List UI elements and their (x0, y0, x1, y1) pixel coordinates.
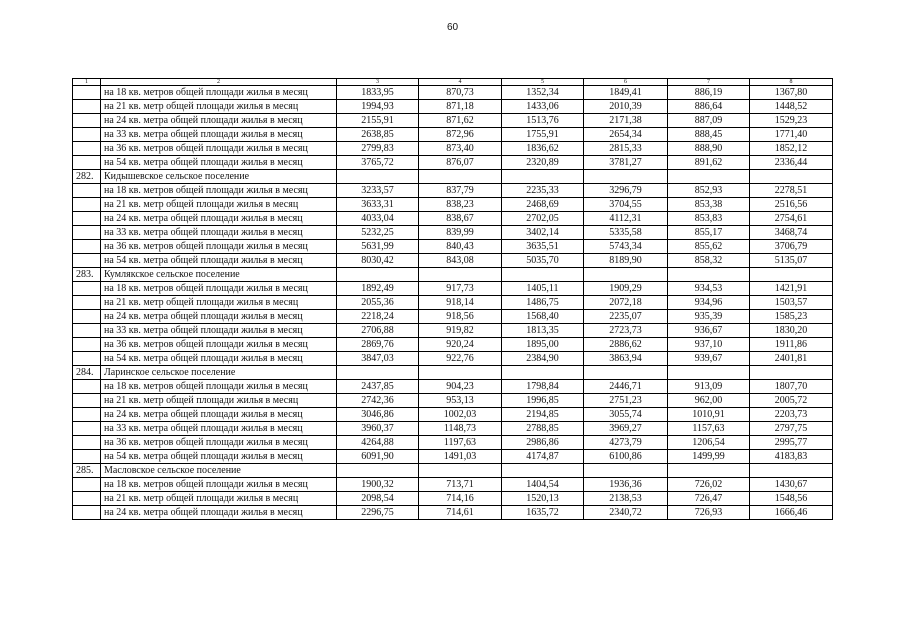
value-cell: 8189,90 (584, 254, 668, 268)
value-cell: 2138,53 (584, 492, 668, 506)
empty-cell (337, 366, 419, 380)
value-cell: 837,79 (419, 184, 502, 198)
value-cell: 1830,20 (750, 324, 833, 338)
value-cell: 870,73 (419, 86, 502, 100)
value-cell: 1666,46 (750, 506, 833, 520)
value-cell: 2401,81 (750, 352, 833, 366)
area-description: на 21 кв. метр общей площади жилья в месяц (101, 296, 337, 310)
value-cell: 1568,40 (502, 310, 584, 324)
value-cell: 1002,03 (419, 408, 502, 422)
empty-cell (337, 464, 419, 478)
value-cell: 3468,74 (750, 226, 833, 240)
value-cell: 2706,88 (337, 324, 419, 338)
column-number-row (73, 79, 833, 86)
value-cell: 962,00 (668, 394, 750, 408)
value-cell: 3635,51 (502, 240, 584, 254)
column-number: 3 (337, 79, 419, 86)
value-cell: 3704,55 (584, 198, 668, 212)
value-cell: 839,99 (419, 226, 502, 240)
value-cell: 5232,25 (337, 226, 419, 240)
value-cell: 2194,85 (502, 408, 584, 422)
settlement-name: Кумлякское сельское поселение (101, 268, 337, 282)
value-cell: 8030,42 (337, 254, 419, 268)
table-row (73, 506, 833, 520)
value-cell: 873,40 (419, 142, 502, 156)
value-cell: 2437,85 (337, 380, 419, 394)
value-cell: 852,93 (668, 184, 750, 198)
value-cell: 853,38 (668, 198, 750, 212)
value-cell: 1352,34 (502, 86, 584, 100)
value-cell: 2446,71 (584, 380, 668, 394)
value-cell: 1491,03 (419, 450, 502, 464)
value-cell: 2010,39 (584, 100, 668, 114)
value-cell: 855,17 (668, 226, 750, 240)
value-cell: 1909,29 (584, 282, 668, 296)
value-cell: 1936,36 (584, 478, 668, 492)
value-cell: 2869,76 (337, 338, 419, 352)
value-cell: 843,08 (419, 254, 502, 268)
value-cell: 1911,86 (750, 338, 833, 352)
value-cell: 1206,54 (668, 436, 750, 450)
value-cell: 1635,72 (502, 506, 584, 520)
settlement-index: 284. (73, 366, 101, 380)
empty-index-cell (73, 282, 101, 296)
table-row (73, 156, 833, 170)
table-row (73, 352, 833, 366)
empty-cell (584, 464, 668, 478)
empty-cell (419, 170, 502, 184)
value-cell: 2384,90 (502, 352, 584, 366)
empty-index-cell (73, 156, 101, 170)
empty-cell (750, 268, 833, 282)
value-cell: 935,39 (668, 310, 750, 324)
table-row (73, 240, 833, 254)
value-cell: 4273,79 (584, 436, 668, 450)
table-row (73, 86, 833, 100)
empty-index-cell (73, 100, 101, 114)
value-cell: 2638,85 (337, 128, 419, 142)
empty-index-cell (73, 212, 101, 226)
empty-index-cell (73, 198, 101, 212)
value-cell: 4183,83 (750, 450, 833, 464)
value-cell: 871,18 (419, 100, 502, 114)
value-cell: 871,62 (419, 114, 502, 128)
value-cell: 1813,35 (502, 324, 584, 338)
empty-cell (502, 366, 584, 380)
value-cell: 1900,32 (337, 478, 419, 492)
value-cell: 2754,61 (750, 212, 833, 226)
value-cell: 1892,49 (337, 282, 419, 296)
table-row (73, 394, 833, 408)
area-description: на 24 кв. метра общей площади жилья в месяц (101, 408, 337, 422)
empty-cell (584, 366, 668, 380)
empty-index-cell (73, 492, 101, 506)
column-number: 5 (502, 79, 584, 86)
settlement-name: Ларинское сельское поселение (101, 366, 337, 380)
value-cell: 939,67 (668, 352, 750, 366)
value-cell: 6100,86 (584, 450, 668, 464)
area-description: на 54 кв. метра общей площади жилья в месяц (101, 156, 337, 170)
empty-cell (668, 366, 750, 380)
empty-cell (419, 268, 502, 282)
empty-index-cell (73, 422, 101, 436)
area-description: на 21 кв. метр общей площади жилья в месяц (101, 198, 337, 212)
tariff-table (72, 78, 833, 520)
value-cell: 714,61 (419, 506, 502, 520)
table-row (73, 380, 833, 394)
value-cell: 2986,86 (502, 436, 584, 450)
empty-cell (502, 268, 584, 282)
empty-index-cell (73, 324, 101, 338)
column-number: 1 (73, 79, 101, 86)
value-cell: 2723,73 (584, 324, 668, 338)
value-cell: 920,24 (419, 338, 502, 352)
value-cell: 919,82 (419, 324, 502, 338)
value-cell: 2468,69 (502, 198, 584, 212)
value-cell: 5035,70 (502, 254, 584, 268)
value-cell: 2815,33 (584, 142, 668, 156)
empty-cell (668, 464, 750, 478)
value-cell: 1585,23 (750, 310, 833, 324)
value-cell: 918,14 (419, 296, 502, 310)
value-cell: 2005,72 (750, 394, 833, 408)
empty-cell (502, 170, 584, 184)
value-cell: 1849,41 (584, 86, 668, 100)
value-cell: 3055,74 (584, 408, 668, 422)
value-cell: 1836,62 (502, 142, 584, 156)
settlement-index: 285. (73, 464, 101, 478)
area-description: на 54 кв. метра общей площади жилья в месяц (101, 352, 337, 366)
area-description: на 24 кв. метра общей площади жилья в месяц (101, 114, 337, 128)
column-number: 7 (668, 79, 750, 86)
area-description: на 36 кв. метров общей площади жилья в месяц (101, 142, 337, 156)
value-cell: 2751,23 (584, 394, 668, 408)
value-cell: 3046,86 (337, 408, 419, 422)
value-cell: 726,02 (668, 478, 750, 492)
value-cell: 934,96 (668, 296, 750, 310)
empty-index-cell (73, 408, 101, 422)
empty-index-cell (73, 114, 101, 128)
value-cell: 5631,99 (337, 240, 419, 254)
value-cell: 3765,72 (337, 156, 419, 170)
empty-index-cell (73, 506, 101, 520)
area-description: на 36 кв. метров общей площади жилья в месяц (101, 240, 337, 254)
value-cell: 1807,70 (750, 380, 833, 394)
value-cell: 6091,90 (337, 450, 419, 464)
value-cell: 4112,31 (584, 212, 668, 226)
area-description: на 54 кв. метра общей площади жилья в месяц (101, 254, 337, 268)
empty-index-cell (73, 436, 101, 450)
column-number: 6 (584, 79, 668, 86)
value-cell: 4264,88 (337, 436, 419, 450)
table-row (73, 436, 833, 450)
area-description: на 24 кв. метра общей площади жилья в месяц (101, 310, 337, 324)
value-cell: 1010,91 (668, 408, 750, 422)
settlement-header-row (73, 170, 833, 184)
settlement-name: Кидышевское сельское поселение (101, 170, 337, 184)
value-cell: 3402,14 (502, 226, 584, 240)
empty-index-cell (73, 128, 101, 142)
table-row (73, 212, 833, 226)
value-cell: 2516,56 (750, 198, 833, 212)
value-cell: 876,07 (419, 156, 502, 170)
value-cell: 1996,85 (502, 394, 584, 408)
area-description: на 33 кв. метра общей площади жилья в месяц (101, 128, 337, 142)
area-description: на 24 кв. метра общей площади жилья в месяц (101, 506, 337, 520)
value-cell: 3863,94 (584, 352, 668, 366)
table-row (73, 450, 833, 464)
empty-cell (668, 268, 750, 282)
value-cell: 726,47 (668, 492, 750, 506)
empty-index-cell (73, 380, 101, 394)
empty-cell (750, 464, 833, 478)
value-cell: 2171,38 (584, 114, 668, 128)
area-description: на 24 кв. метра общей площади жилья в месяц (101, 212, 337, 226)
value-cell: 3847,03 (337, 352, 419, 366)
table-row (73, 142, 833, 156)
table-row (73, 282, 833, 296)
value-cell: 4174,87 (502, 450, 584, 464)
value-cell: 3781,27 (584, 156, 668, 170)
area-description: на 18 кв. метров общей площади жилья в месяц (101, 478, 337, 492)
value-cell: 888,90 (668, 142, 750, 156)
empty-index-cell (73, 450, 101, 464)
value-cell: 1852,12 (750, 142, 833, 156)
table-row (73, 254, 833, 268)
value-cell: 2340,72 (584, 506, 668, 520)
value-cell: 1157,63 (668, 422, 750, 436)
value-cell: 5335,58 (584, 226, 668, 240)
value-cell: 1148,73 (419, 422, 502, 436)
area-description: на 54 кв. метра общей площади жилья в месяц (101, 450, 337, 464)
empty-cell (668, 170, 750, 184)
empty-index-cell (73, 142, 101, 156)
value-cell: 1404,54 (502, 478, 584, 492)
value-cell: 953,13 (419, 394, 502, 408)
value-cell: 918,56 (419, 310, 502, 324)
area-description: на 33 кв. метра общей площади жилья в месяц (101, 422, 337, 436)
value-cell: 1197,63 (419, 436, 502, 450)
area-description: на 18 кв. метров общей площади жилья в месяц (101, 282, 337, 296)
value-cell: 2235,07 (584, 310, 668, 324)
value-cell: 1367,80 (750, 86, 833, 100)
value-cell: 2654,34 (584, 128, 668, 142)
value-cell: 1448,52 (750, 100, 833, 114)
area-description: на 18 кв. метров общей площади жилья в месяц (101, 184, 337, 198)
value-cell: 2155,91 (337, 114, 419, 128)
settlement-index: 283. (73, 268, 101, 282)
value-cell: 3706,79 (750, 240, 833, 254)
table-row (73, 226, 833, 240)
value-cell: 888,45 (668, 128, 750, 142)
empty-cell (419, 366, 502, 380)
area-description: на 36 кв. метров общей площади жилья в месяц (101, 436, 337, 450)
value-cell: 1499,99 (668, 450, 750, 464)
value-cell: 2055,36 (337, 296, 419, 310)
table-row (73, 114, 833, 128)
empty-index-cell (73, 296, 101, 310)
value-cell: 891,62 (668, 156, 750, 170)
value-cell: 3960,37 (337, 422, 419, 436)
value-cell: 2702,05 (502, 212, 584, 226)
value-cell: 2788,85 (502, 422, 584, 436)
settlement-name: Масловское сельское поселение (101, 464, 337, 478)
value-cell: 2995,77 (750, 436, 833, 450)
value-cell: 1520,13 (502, 492, 584, 506)
value-cell: 934,53 (668, 282, 750, 296)
empty-cell (584, 170, 668, 184)
area-description: на 33 кв. метра общей площади жилья в месяц (101, 324, 337, 338)
value-cell: 3296,79 (584, 184, 668, 198)
value-cell: 3969,27 (584, 422, 668, 436)
value-cell: 2072,18 (584, 296, 668, 310)
value-cell: 887,09 (668, 114, 750, 128)
table-row (73, 478, 833, 492)
table-row (73, 198, 833, 212)
empty-cell (337, 268, 419, 282)
value-cell: 858,32 (668, 254, 750, 268)
table-row (73, 128, 833, 142)
area-description: на 33 кв. метра общей площади жилья в месяц (101, 226, 337, 240)
table-row (73, 408, 833, 422)
value-cell: 913,09 (668, 380, 750, 394)
value-cell: 2235,33 (502, 184, 584, 198)
value-cell: 886,19 (668, 86, 750, 100)
column-number: 2 (101, 79, 337, 86)
empty-cell (750, 366, 833, 380)
value-cell: 726,93 (668, 506, 750, 520)
value-cell: 4033,04 (337, 212, 419, 226)
table-row (73, 296, 833, 310)
value-cell: 1405,11 (502, 282, 584, 296)
empty-cell (419, 464, 502, 478)
value-cell: 2742,36 (337, 394, 419, 408)
area-description: на 18 кв. метров общей площади жилья в месяц (101, 86, 337, 100)
value-cell: 840,43 (419, 240, 502, 254)
value-cell: 936,67 (668, 324, 750, 338)
value-cell: 1771,40 (750, 128, 833, 142)
value-cell: 1421,91 (750, 282, 833, 296)
value-cell: 855,62 (668, 240, 750, 254)
empty-index-cell (73, 394, 101, 408)
empty-index-cell (73, 352, 101, 366)
empty-index-cell (73, 254, 101, 268)
value-cell: 1433,06 (502, 100, 584, 114)
value-cell: 2799,83 (337, 142, 419, 156)
value-cell: 1503,57 (750, 296, 833, 310)
empty-cell (584, 268, 668, 282)
area-description: на 18 кв. метров общей площади жилья в месяц (101, 380, 337, 394)
empty-cell (750, 170, 833, 184)
settlement-header-row (73, 268, 833, 282)
value-cell: 2320,89 (502, 156, 584, 170)
value-cell: 5135,07 (750, 254, 833, 268)
value-cell: 1548,56 (750, 492, 833, 506)
value-cell: 1486,75 (502, 296, 584, 310)
empty-index-cell (73, 310, 101, 324)
settlement-index: 282. (73, 170, 101, 184)
area-description: на 21 кв. метр общей площади жилья в месяц (101, 394, 337, 408)
value-cell: 2218,24 (337, 310, 419, 324)
value-cell: 5743,34 (584, 240, 668, 254)
value-cell: 713,71 (419, 478, 502, 492)
value-cell: 886,64 (668, 100, 750, 114)
value-cell: 2886,62 (584, 338, 668, 352)
value-cell: 1430,67 (750, 478, 833, 492)
value-cell: 853,83 (668, 212, 750, 226)
empty-cell (502, 464, 584, 478)
area-description: на 21 кв. метр общей площади жилья в месяц (101, 100, 337, 114)
value-cell: 1798,84 (502, 380, 584, 394)
table-row (73, 184, 833, 198)
value-cell: 2797,75 (750, 422, 833, 436)
empty-cell (337, 170, 419, 184)
empty-index-cell (73, 240, 101, 254)
value-cell: 2296,75 (337, 506, 419, 520)
value-cell: 838,23 (419, 198, 502, 212)
tariff-table-body (73, 79, 833, 520)
value-cell: 2336,44 (750, 156, 833, 170)
table-row (73, 310, 833, 324)
area-description: на 21 кв. метр общей площади жилья в месяц (101, 492, 337, 506)
value-cell: 1755,91 (502, 128, 584, 142)
value-cell: 714,16 (419, 492, 502, 506)
value-cell: 3233,57 (337, 184, 419, 198)
empty-index-cell (73, 184, 101, 198)
value-cell: 872,96 (419, 128, 502, 142)
value-cell: 838,67 (419, 212, 502, 226)
value-cell: 917,73 (419, 282, 502, 296)
table-row (73, 422, 833, 436)
value-cell: 1895,00 (502, 338, 584, 352)
value-cell: 1833,95 (337, 86, 419, 100)
table-row (73, 324, 833, 338)
value-cell: 937,10 (668, 338, 750, 352)
value-cell: 1513,76 (502, 114, 584, 128)
value-cell: 2278,51 (750, 184, 833, 198)
value-cell: 3633,31 (337, 198, 419, 212)
value-cell: 1529,23 (750, 114, 833, 128)
page-number: 60 (446, 22, 459, 33)
table-row (73, 100, 833, 114)
empty-index-cell (73, 226, 101, 240)
value-cell: 904,23 (419, 380, 502, 394)
empty-index-cell (73, 86, 101, 100)
column-number: 4 (419, 79, 502, 86)
area-description: на 36 кв. метров общей площади жилья в месяц (101, 338, 337, 352)
value-cell: 922,76 (419, 352, 502, 366)
column-number: 8 (750, 79, 833, 86)
table-row (73, 338, 833, 352)
empty-index-cell (73, 338, 101, 352)
table-row (73, 492, 833, 506)
value-cell: 2098,54 (337, 492, 419, 506)
settlement-header-row (73, 464, 833, 478)
empty-index-cell (73, 478, 101, 492)
settlement-header-row (73, 366, 833, 380)
value-cell: 1994,93 (337, 100, 419, 114)
value-cell: 2203,73 (750, 408, 833, 422)
